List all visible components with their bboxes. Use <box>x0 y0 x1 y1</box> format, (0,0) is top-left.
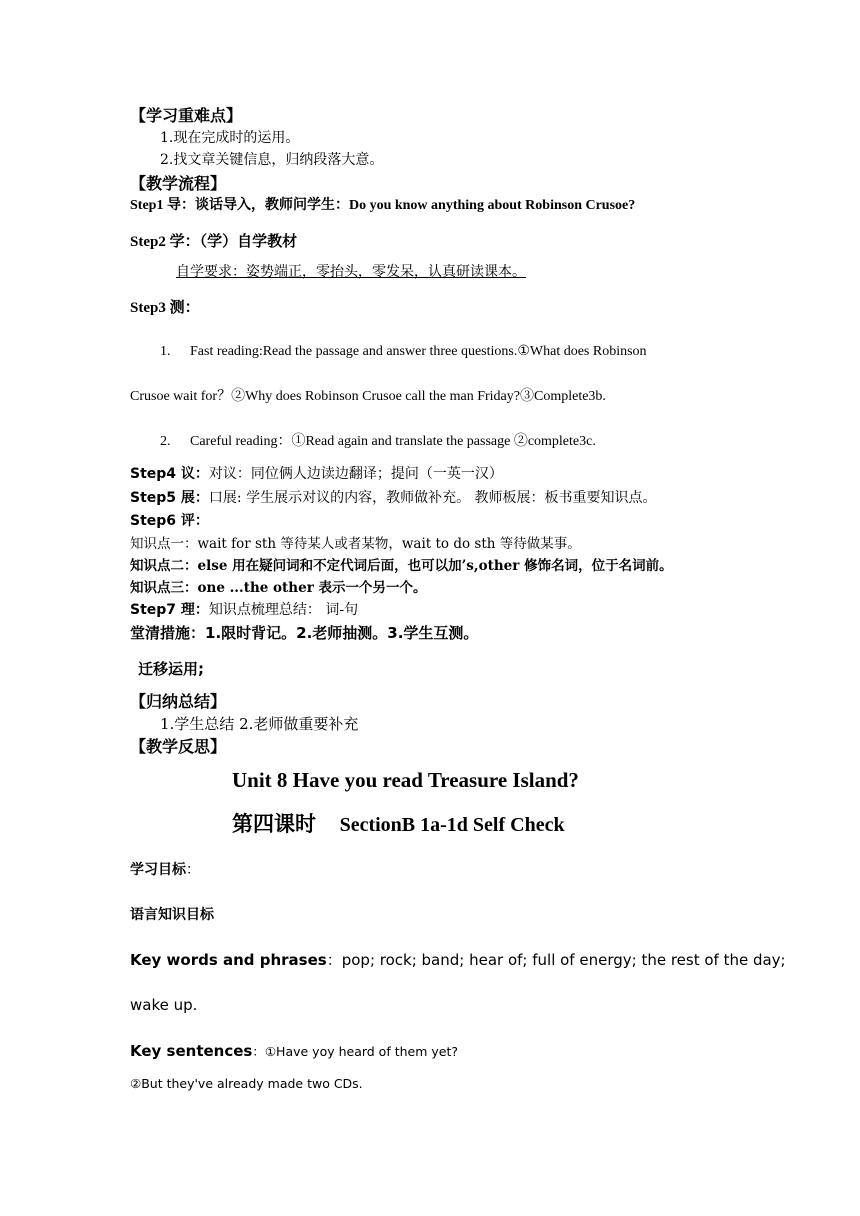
key-sentences-label: Key sentences <box>130 1042 253 1060</box>
key-words-line <box>130 951 786 969</box>
knowledge-point-2: 知识点二：else 用在疑问词和不定代词后面，也可以加’s,other 修饰名词，位于名词前。 <box>130 558 673 574</box>
list-number-1: 1. <box>160 344 171 359</box>
step6-label: Step6 评： <box>130 513 209 529</box>
heading-teaching-process: 【教学流程】 <box>130 174 227 193</box>
step5-label: Step5 展： <box>130 490 209 506</box>
learning-goals-line <box>130 862 200 879</box>
knowledge-point-3: 知识点三：one ...the other 表示一个另一个。 <box>130 580 427 596</box>
step5-text: 口展: 学生展示对议的内容，教师做补充。 教师板展：板书重要知识点。 <box>208 490 657 506</box>
step7-label: Step7 理： <box>130 602 209 618</box>
fast-reading-line-1: Fast reading:Read the passage and answer three questions.①What does Robinson <box>190 344 647 359</box>
step7-text: 知识点梳理总结： 词-句 <box>208 602 359 618</box>
list-number-2: 2. <box>160 434 171 449</box>
lesson-section: SectionB 1a-1d Self Check <box>339 814 565 836</box>
heading-reflection: 【教学反思】 <box>130 737 227 756</box>
step2-title: 自学教材 <box>237 232 298 250</box>
step5-line <box>130 490 657 507</box>
heading-summary: 【归纳总结】 <box>130 692 227 711</box>
key-words-label: Key words and phrases <box>130 951 327 969</box>
knowledge-point-1: 知识点一：wait for sth 等待某人或者某物，wait to do sth 等待做某事。 <box>130 536 581 552</box>
difficulty-item-2: 2.找文章关键信息，归纳段落大意。 <box>160 152 384 168</box>
learning-goals-colon: ： <box>186 862 200 878</box>
fast-reading-line-2: Crusoe wait for？②Why does Robinson Crusoe call the man Friday?③Complete3b. <box>130 389 606 404</box>
lesson-number: 第四课时 <box>232 812 316 836</box>
key-sentence-1: ：①Have yoy heard of them yet? <box>252 1044 458 1059</box>
class-measures: 堂清措施：1.限时背记。2.老师抽测。3.学生互测。 <box>130 624 479 642</box>
self-study-requirements: 自学要求：姿势端正，零抬头，零发呆，认真研读课本。 <box>176 264 526 280</box>
step2-label: Step2 学：（学） <box>130 234 238 250</box>
key-words-list: ：pop; rock; band; hear of; full of energy; the rest of the day; <box>326 951 786 969</box>
summary-text: 1.学生总结 2.老师做重要补充 <box>160 715 359 733</box>
step4-label: Step4 议： <box>130 466 209 482</box>
learning-goals-label: 学习目标 <box>130 862 186 878</box>
step4-text: 对议：同位俩人边读边翻译；提问（一英一汉） <box>208 466 503 482</box>
step1-question: Do you know anything about Robinson Crusoe? <box>348 198 636 213</box>
careful-reading-line: Careful reading：①Read again and translate the passage ②complete3c. <box>190 434 596 449</box>
heading-key-difficulties: 【学习重难点】 <box>130 106 243 125</box>
language-knowledge-goals: 语言知识目标 <box>130 907 214 923</box>
step4-line <box>130 466 503 483</box>
step7-line <box>130 602 358 619</box>
lesson-title <box>232 812 565 837</box>
transfer-application: 迁移运用; <box>138 660 204 678</box>
key-sentence-2: ②But they've already made two CDs. <box>130 1076 363 1091</box>
key-words-continuation: wake up. <box>130 996 198 1014</box>
step1-label: Step1 导：谈话导入，教师问学生： <box>130 198 349 213</box>
step3-label: Step3 测： <box>130 300 200 316</box>
step2-line <box>130 232 297 251</box>
difficulty-item-1: 1.现在完成时的运用。 <box>160 130 300 146</box>
unit-title: Unit 8 Have you read Treasure Island? <box>232 768 579 792</box>
key-sentences-line <box>130 1041 458 1060</box>
step1-line <box>130 198 635 215</box>
